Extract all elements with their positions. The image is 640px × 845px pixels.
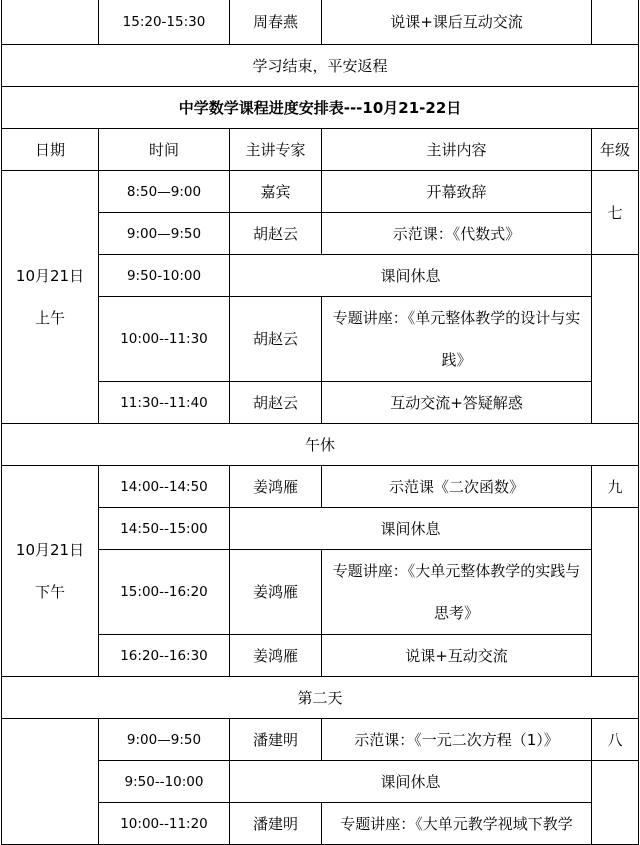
header-row	[2, 129, 639, 171]
speaker-cell: 潘建明	[230, 719, 322, 761]
speaker-cell: 姜鸿雁	[230, 550, 322, 635]
speaker-cell: 胡赵云	[230, 213, 322, 255]
table-row	[2, 719, 639, 761]
time-cell: 9:00—9:50	[99, 719, 230, 761]
speaker-cell: 胡赵云	[230, 382, 322, 424]
schedule-table	[1, 0, 639, 845]
content-cell: 说课+课后互动交流	[322, 0, 592, 45]
grade-cell: 九	[592, 466, 639, 508]
day-two-row	[2, 677, 639, 719]
speaker-cell: 胡赵云	[230, 297, 322, 382]
afternoon-period: 下午	[34, 583, 65, 601]
time-cell: 11:30--11:40	[99, 382, 230, 424]
content-cell: 开幕致辞	[322, 171, 592, 213]
content-cell: 专题讲座：《单元整体教学的设计与实践》	[322, 297, 592, 382]
end-note-row	[2, 45, 639, 87]
break-cell: 课间休息	[230, 508, 592, 550]
content-cell: 专题讲座：《大单元整体教学的实践与思考》	[322, 550, 592, 635]
break-cell: 课间休息	[230, 761, 592, 803]
grade-cell	[592, 255, 639, 424]
header-time: 时间	[99, 129, 230, 171]
time-cell: 16:20--16:30	[99, 635, 230, 677]
break-cell: 课间休息	[230, 255, 592, 297]
content-cell: 说课+互动交流	[322, 635, 592, 677]
time-cell: 10:00--11:30	[99, 297, 230, 382]
time-cell: 15:00--16:20	[99, 550, 230, 635]
header-grade: 年级	[592, 129, 639, 171]
noon-break-row	[2, 424, 639, 466]
time-cell: 9:50--10:00	[99, 761, 230, 803]
time-cell: 10:00--11:20	[99, 803, 230, 845]
content-cell: 专题讲座：《大单元教学视域下教学	[322, 803, 592, 845]
content-cell: 示范课《二次函数》	[322, 466, 592, 508]
time-cell: 14:50--15:00	[99, 508, 230, 550]
schedule-title: 中学数学课程进度安排表---10月21-22日	[2, 87, 639, 129]
time-cell: 14:00--14:50	[99, 466, 230, 508]
grade-cell	[592, 0, 639, 45]
grade-cell	[592, 508, 639, 677]
header-date: 日期	[2, 129, 99, 171]
time-cell: 9:50-10:00	[99, 255, 230, 297]
title-row	[2, 87, 639, 129]
time-cell: 8:50—9:00	[99, 171, 230, 213]
end-note: 学习结束，平安返程	[2, 45, 639, 87]
afternoon-date-cell	[2, 466, 99, 677]
morning-date: 10月21日	[15, 267, 85, 285]
speaker-cell: 姜鸿雁	[230, 635, 322, 677]
table-row	[2, 171, 639, 213]
morning-date-cell	[2, 171, 99, 424]
content-cell: 示范课：《一元二次方程（1）》	[322, 719, 592, 761]
day-two-label: 第二天	[2, 677, 639, 719]
day2-date-cell	[2, 719, 99, 845]
speaker-cell: 姜鸿雁	[230, 466, 322, 508]
header-content: 主讲内容	[322, 129, 592, 171]
speaker-cell: 周春燕	[230, 0, 322, 45]
content-cell: 示范课：《代数式》	[322, 213, 592, 255]
date-cell	[2, 0, 99, 45]
morning-period: 上午	[34, 309, 65, 327]
header-speaker: 主讲专家	[230, 129, 322, 171]
time-cell: 9:00—9:50	[99, 213, 230, 255]
content-cell: 互动交流+答疑解惑	[322, 382, 592, 424]
table-row	[2, 0, 639, 45]
speaker-cell: 嘉宾	[230, 171, 322, 213]
grade-cell: 八	[592, 719, 639, 761]
grade-cell: 七	[592, 171, 639, 255]
table-row	[2, 466, 639, 508]
time-cell: 15:20-15:30	[99, 0, 230, 45]
noon-break: 午休	[2, 424, 639, 466]
afternoon-date: 10月21日	[15, 541, 85, 559]
grade-cell	[592, 761, 639, 845]
speaker-cell: 潘建明	[230, 803, 322, 845]
